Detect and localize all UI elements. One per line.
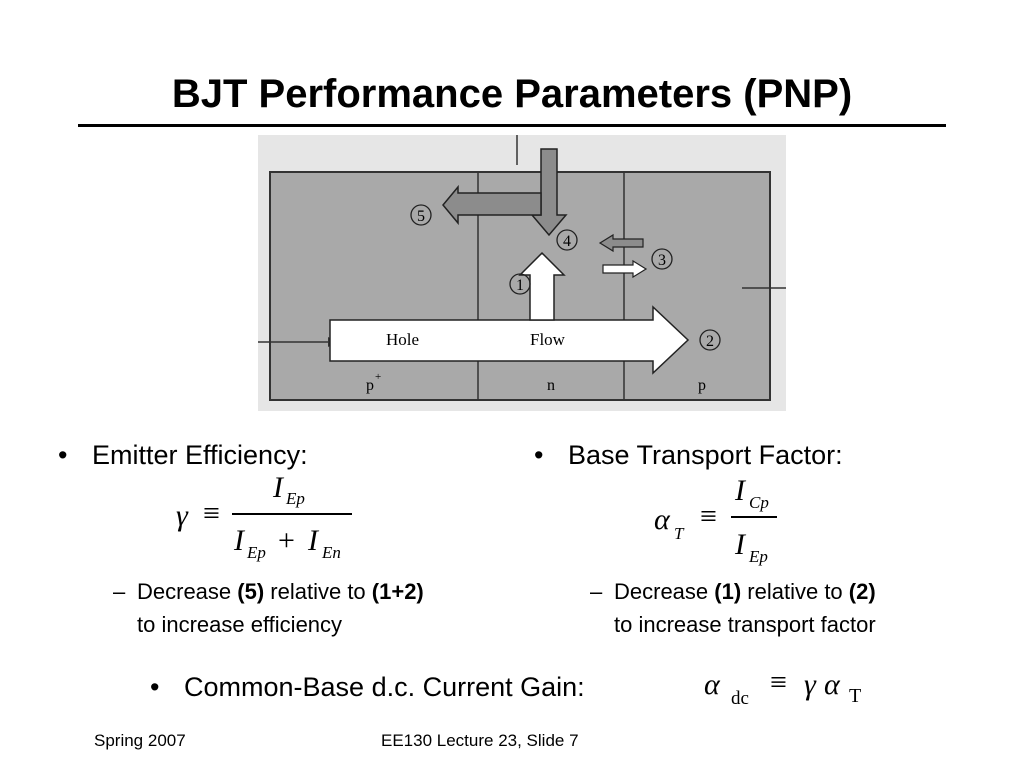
eq-fraction-bar — [731, 516, 777, 518]
sub-bold: (2) — [848, 579, 876, 604]
eq-alpha-dc: α — [704, 668, 720, 701]
marker-5: 5 — [417, 208, 425, 225]
emitter-efficiency-equation — [170, 473, 370, 573]
eq-alpha: α — [654, 503, 670, 536]
eq-equiv: ≡ — [700, 500, 717, 533]
sub-text: Decrease — [614, 579, 715, 604]
sub-bold: (1+2) — [371, 579, 424, 604]
eq-alpha-t: α — [824, 668, 840, 701]
eq-plus: + — [278, 524, 295, 557]
eq-alpha-t-sub: T — [849, 685, 862, 707]
bullet-dot: • — [150, 672, 160, 702]
bullet-emitter-efficiency-text: Emitter Efficiency: — [92, 440, 308, 470]
bullet-base-transport-text: Base Transport Factor: — [568, 440, 843, 470]
bullet-emitter-efficiency — [58, 439, 308, 471]
bullet-base-transport — [534, 439, 843, 471]
eq-gamma: γ — [804, 668, 816, 701]
sub-emitter-line1 — [137, 575, 527, 608]
eq-equiv: ≡ — [203, 497, 220, 530]
region-p-plus: p — [366, 377, 374, 394]
slide-title: BJT Performance Parameters (PNP) — [171, 72, 853, 116]
sub-transport-line1 — [614, 575, 994, 608]
footer-date: Spring 2007 — [94, 731, 186, 750]
eq-gamma: γ — [176, 499, 188, 532]
eq-den-I: I — [735, 528, 745, 561]
title-underline — [78, 124, 946, 127]
region-p-plus-sup: + — [375, 371, 382, 383]
sub-text: relative to — [264, 579, 372, 604]
sub-dash: – — [590, 579, 603, 604]
eq-den-I2: I — [308, 524, 318, 557]
sub-transport-line2: to increase transport factor — [614, 612, 876, 637]
sub-bullet-emitter — [113, 575, 527, 641]
sub-text: Decrease — [137, 579, 238, 604]
eq-num-sub: Ep — [286, 489, 305, 508]
bullet-current-gain — [150, 671, 585, 703]
sub-dash: – — [113, 579, 126, 604]
eq-den-I1: I — [234, 524, 244, 557]
flow-label: Flow — [530, 330, 565, 349]
region-p: p — [698, 377, 706, 394]
current-gain-equation — [704, 664, 874, 714]
bullet-dot: • — [534, 440, 544, 470]
eq-num-I: I — [735, 474, 745, 507]
pnp-hole-flow-figure — [258, 135, 786, 411]
bullet-current-gain-text: Common-Base d.c. Current Gain: — [184, 672, 585, 702]
eq-equiv: ≡ — [770, 666, 787, 699]
eq-den-sub2: En — [322, 543, 341, 562]
footer-slide-info: EE130 Lecture 23, Slide 7 — [381, 731, 579, 750]
region-n: n — [547, 377, 555, 394]
hole-label: Hole — [386, 330, 420, 349]
eq-num-sub: Cp — [749, 493, 769, 512]
eq-den-sub1: Ep — [247, 543, 266, 562]
eq-den-sub: Ep — [749, 547, 768, 566]
eq-alpha-dc-sub: dc — [731, 688, 749, 709]
bullet-dot: • — [58, 440, 68, 470]
figure-svg — [258, 135, 786, 411]
sub-bullet-transport — [590, 575, 994, 641]
eq-fraction-bar — [232, 513, 352, 515]
marker-4: 4 — [563, 233, 571, 250]
eq-alpha-sub: T — [674, 524, 684, 543]
sub-bold: (5) — [237, 579, 265, 604]
eq-num-I: I — [273, 471, 283, 504]
marker-2: 2 — [706, 333, 714, 350]
marker-3: 3 — [658, 252, 666, 269]
sub-text: relative to — [741, 579, 849, 604]
base-transport-equation — [650, 474, 810, 574]
sub-emitter-line2: to increase efficiency — [137, 612, 343, 637]
marker-1: 1 — [516, 277, 524, 294]
sub-bold: (1) — [714, 579, 742, 604]
